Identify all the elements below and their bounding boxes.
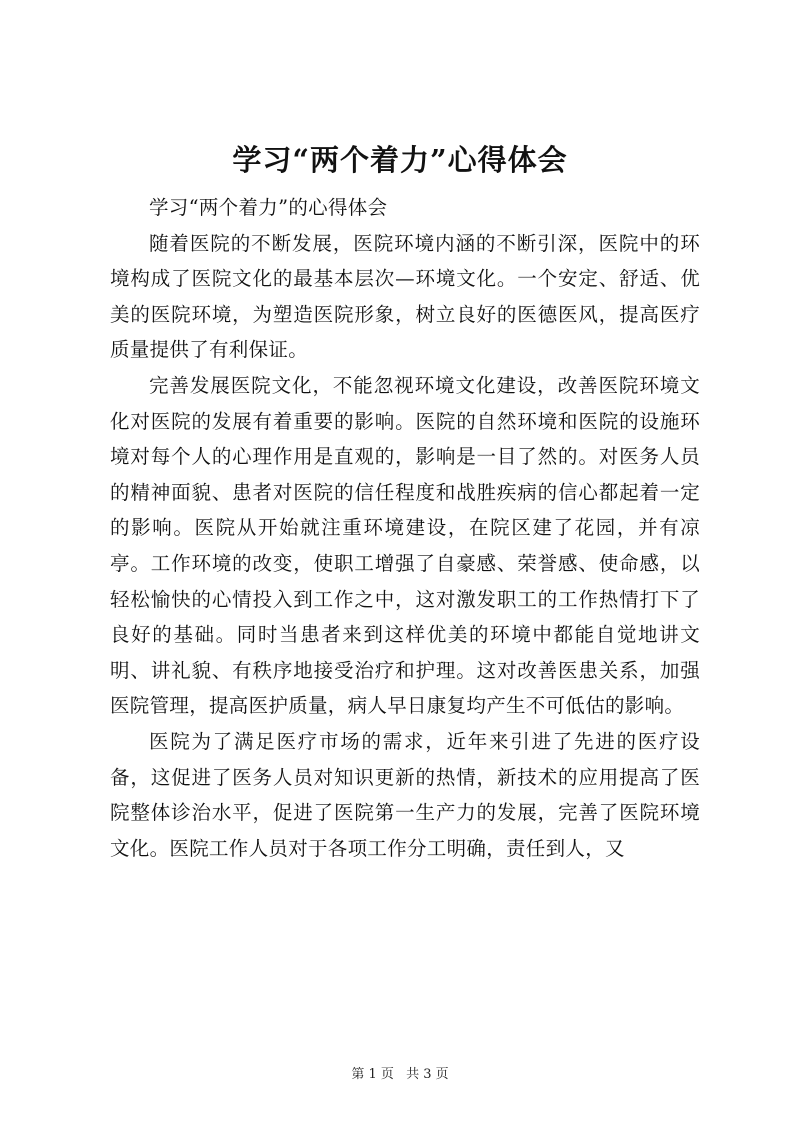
page-total: 共 3 页 [406, 1067, 449, 1082]
document-body [110, 190, 700, 866]
paragraph-2: 完善发展医院文化，不能忽视环境文化建设，改善医院环境文化对医院的发展有着重要的影响。医院的自然环境和医院的设施环境对每个人的心理作用是直观的，影响是一目了然的。对医务人员的精神面貌、患者对医院的信任程度和战胜疾病的信心都起着一定的影响。医院从开始就注重环境建设，在院区建了花园，并有凉亭。工作环境的改变，使职工增强了自豪感、荣誉感、使命感，以轻松愉快的心情投入到工作之中，这对激发职工的工作热情打下了良好的基础。同时当患者来到这样优美的环境中都能自觉地讲文明、讲礼貌、有秩序地接受治疗和护理。这对改善医患关系，加强医院管理，提高医护质量，病人早日康复均产生不可低估的影响。 [110, 373, 700, 718]
document-title: 学习“两个着力”心得体会 [232, 143, 568, 177]
paragraph-3: 医院为了满足医疗市场的需求，近年来引进了先进的医疗设备，这促进了医务人员对知识更新的热情，新技术的应用提高了医院整体诊治水平，促进了医院第一生产力的发展，完善了医院环境文化。医院工作人员对于各项工作分工明确，责任到人，又 [110, 729, 700, 860]
page-footer [0, 1066, 800, 1084]
subtitle-paragraph: 学习“两个着力”的心得体会 [149, 196, 388, 219]
page-number: 第 1 页 [351, 1067, 394, 1082]
paragraph-1: 随着医院的不断发展，医院环境内涵的不断引深，医院中的环境构成了医院文化的最基本层次—环境文化。一个安定、舒适、优美的医院环境，为塑造医院形象，树立良好的医德医风，提高医疗质量提供了有利保证。 [110, 231, 700, 362]
